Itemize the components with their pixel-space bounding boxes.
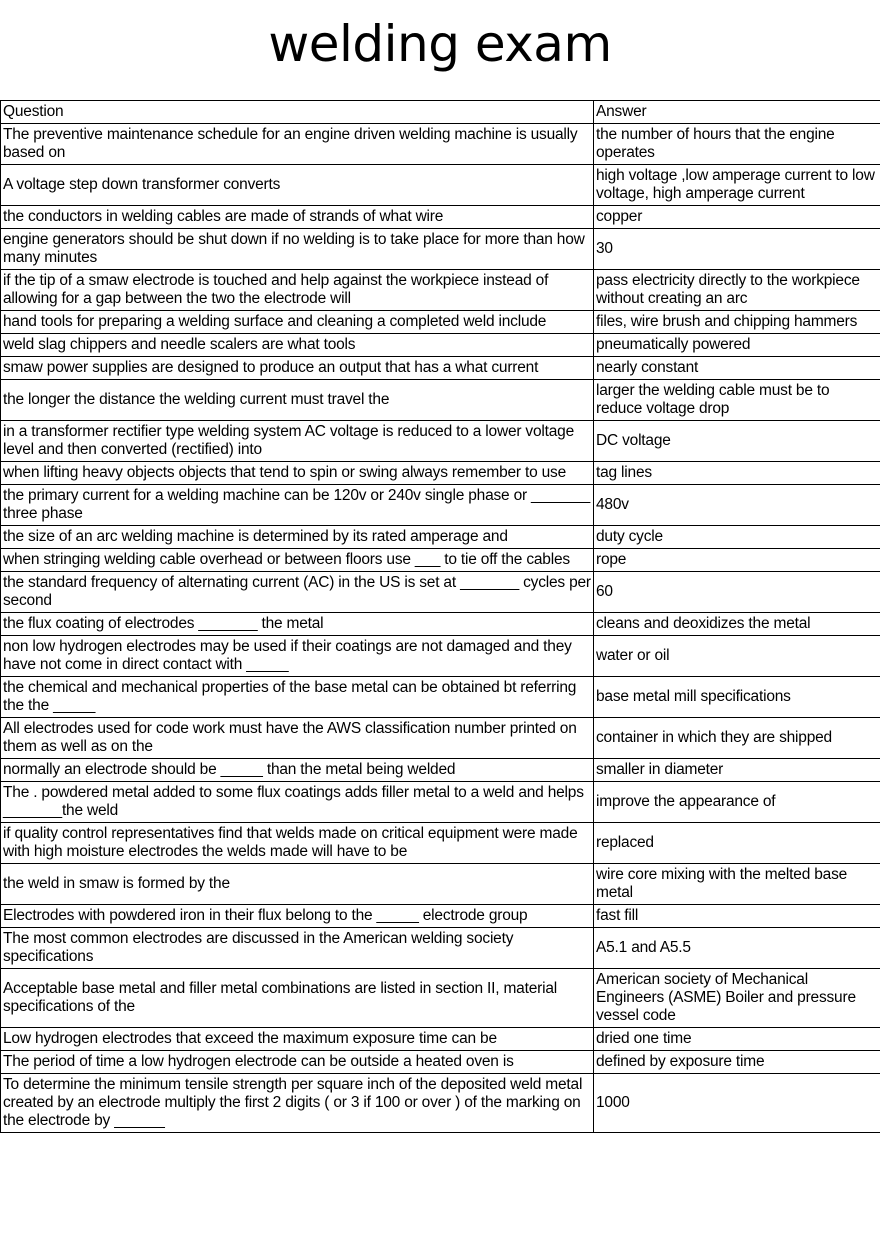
answer-cell: the number of hours that the engine operates: [594, 124, 880, 165]
answer-cell: cleans and deoxidizes the metal: [594, 613, 880, 636]
answer-cell: 30: [594, 229, 880, 270]
question-cell: in a transformer rectifier type welding system AC voltage is reduced to a lower voltage level and then converted (rectified) into: [1, 421, 594, 462]
question-cell: if the tip of a smaw electrode is touched and help against the workpiece instead of allowing for a gap between the two the electrode will: [1, 270, 594, 311]
answer-cell: wire core mixing with the melted base metal: [594, 864, 880, 905]
page-title: welding exam: [268, 15, 612, 73]
table-row: [1, 311, 880, 334]
table-header-row: [1, 101, 880, 124]
answer-cell: duty cycle: [594, 526, 880, 549]
answer-cell: 60: [594, 572, 880, 613]
answer-cell: tag lines: [594, 462, 880, 485]
question-cell: the flux coating of electrodes _______ the metal: [1, 613, 594, 636]
question-cell: the size of an arc welding machine is determined by its rated amperage and: [1, 526, 594, 549]
table-row: [1, 334, 880, 357]
question-cell: normally an electrode should be _____ than the metal being welded: [1, 759, 594, 782]
answer-cell: A5.1 and A5.5: [594, 928, 880, 969]
question-cell: the weld in smaw is formed by the: [1, 864, 594, 905]
table-row: [1, 357, 880, 380]
table-row: [1, 759, 880, 782]
table-row: [1, 1051, 880, 1074]
table-row: [1, 928, 880, 969]
table-row: [1, 864, 880, 905]
question-cell: the primary current for a welding machine can be 120v or 240v single phase or _______ three phase: [1, 485, 594, 526]
question-cell: Electrodes with powdered iron in their flux belong to the _____ electrode group: [1, 905, 594, 928]
table-row: [1, 782, 880, 823]
answer-cell: rope: [594, 549, 880, 572]
answer-cell: American society of Mechanical Engineers (ASME) Boiler and pressure vessel code: [594, 969, 880, 1028]
question-cell: engine generators should be shut down if no welding is to take place for more than how many minutes: [1, 229, 594, 270]
table-row: [1, 572, 880, 613]
question-cell: when lifting heavy objects objects that tend to spin or swing always remember to use: [1, 462, 594, 485]
answer-cell: 1000: [594, 1074, 880, 1133]
table-row: [1, 462, 880, 485]
answer-cell: pass electricity directly to the workpiece without creating an arc: [594, 270, 880, 311]
question-cell: All electrodes used for code work must have the AWS classification number printed on them as well as on the: [1, 718, 594, 759]
header-question: Question: [1, 101, 594, 124]
table-row: [1, 613, 880, 636]
question-cell: Low hydrogen electrodes that exceed the maximum exposure time can be: [1, 1028, 594, 1051]
answer-cell: container in which they are shipped: [594, 718, 880, 759]
question-cell: non low hydrogen electrodes may be used if their coatings are not damaged and they have not come in direct contact with _____: [1, 636, 594, 677]
table-row: [1, 677, 880, 718]
answer-cell: high voltage ,low amperage current to low voltage, high amperage current: [594, 165, 880, 206]
table-row: [1, 526, 880, 549]
answer-cell: files, wire brush and chipping hammers: [594, 311, 880, 334]
answer-cell: smaller in diameter: [594, 759, 880, 782]
question-cell: the conductors in welding cables are made of strands of what wire: [1, 206, 594, 229]
question-cell: weld slag chippers and needle scalers are what tools: [1, 334, 594, 357]
question-cell: A voltage step down transformer converts: [1, 165, 594, 206]
table-row: [1, 165, 880, 206]
table-row: [1, 1028, 880, 1051]
table-row: [1, 969, 880, 1028]
table-row: [1, 206, 880, 229]
table-row: [1, 485, 880, 526]
question-cell: the chemical and mechanical properties of the base metal can be obtained bt referring the the _____: [1, 677, 594, 718]
question-cell: smaw power supplies are designed to produce an output that has a what current: [1, 357, 594, 380]
question-cell: To determine the minimum tensile strength per square inch of the deposited weld metal created by an electrode multiply the first 2 digits ( or 3 if 100 or over ) of the marking on the electrode by ______: [1, 1074, 594, 1133]
table-row: [1, 421, 880, 462]
answer-cell: dried one time: [594, 1028, 880, 1051]
header-answer: Answer: [594, 101, 880, 124]
table-row: [1, 229, 880, 270]
answer-cell: defined by exposure time: [594, 1051, 880, 1074]
answer-cell: 480v: [594, 485, 880, 526]
qa-table: [0, 100, 880, 1133]
answer-cell: nearly constant: [594, 357, 880, 380]
table-row: [1, 636, 880, 677]
answer-cell: replaced: [594, 823, 880, 864]
table-row: [1, 549, 880, 572]
answer-cell: improve the appearance of: [594, 782, 880, 823]
table-row: [1, 1074, 880, 1133]
question-cell: The . powdered metal added to some flux coatings adds filler metal to a weld and helps _______the weld: [1, 782, 594, 823]
question-cell: the standard frequency of alternating current (AC) in the US is set at _______ cycles per second: [1, 572, 594, 613]
answer-cell: water or oil: [594, 636, 880, 677]
table-row: [1, 823, 880, 864]
table-row: [1, 380, 880, 421]
question-cell: The preventive maintenance schedule for an engine driven welding machine is usually based on: [1, 124, 594, 165]
table-row: [1, 270, 880, 311]
answer-cell: DC voltage: [594, 421, 880, 462]
question-cell: if quality control representatives find that welds made on critical equipment were made with high moisture electrodes the welds made will have to be: [1, 823, 594, 864]
table-row: [1, 905, 880, 928]
question-cell: Acceptable base metal and filler metal combinations are listed in section II, material specifications of the: [1, 969, 594, 1028]
answer-cell: copper: [594, 206, 880, 229]
answer-cell: larger the welding cable must be to reduce voltage drop: [594, 380, 880, 421]
question-cell: The most common electrodes are discussed in the American welding society specifications: [1, 928, 594, 969]
answer-cell: fast fill: [594, 905, 880, 928]
answer-cell: base metal mill specifications: [594, 677, 880, 718]
question-cell: when stringing welding cable overhead or between floors use ___ to tie off the cables: [1, 549, 594, 572]
question-cell: hand tools for preparing a welding surface and cleaning a completed weld include: [1, 311, 594, 334]
answer-cell: pneumatically powered: [594, 334, 880, 357]
question-cell: The period of time a low hydrogen electrode can be outside a heated oven is: [1, 1051, 594, 1074]
question-cell: the longer the distance the welding current must travel the: [1, 380, 594, 421]
table-row: [1, 124, 880, 165]
table-row: [1, 718, 880, 759]
